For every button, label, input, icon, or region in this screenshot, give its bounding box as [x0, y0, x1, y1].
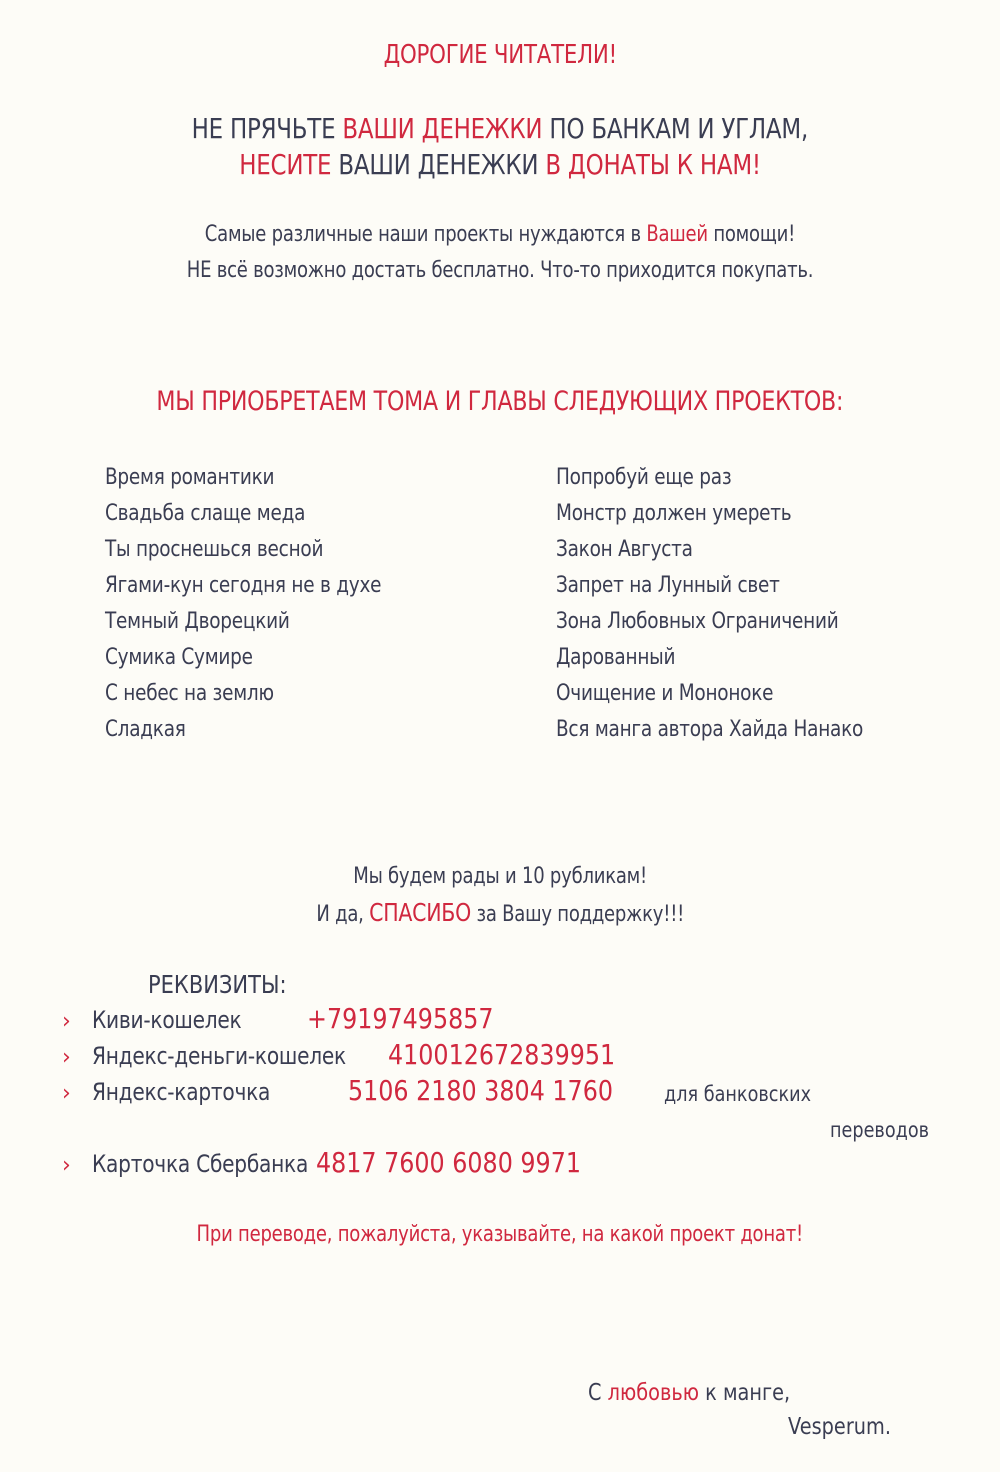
- requisite-value-sberbank[interactable]: 4817 7600 6080 9971: [316, 1146, 581, 1179]
- project-item: Ты проснешься весной: [105, 537, 324, 562]
- project-item: Очищение и Мононоке: [556, 681, 774, 706]
- project-item: Монстр должен умереть: [556, 501, 792, 526]
- projects-heading: [0, 386, 1000, 417]
- project-item: Время романтики: [105, 465, 275, 490]
- requisite-label: Киви-кошелек: [92, 1006, 242, 1034]
- requisite-row-sberbank: [62, 1150, 349, 1178]
- project-item: Запрет на Лунный свет: [556, 573, 780, 598]
- requisite-label: Яндекс-деньги-кошелек: [92, 1042, 346, 1070]
- thanks-2-part-c: за Вашу поддержку!!!: [470, 902, 684, 927]
- projects-list-right: [556, 460, 922, 748]
- requisite-label: Карточка Сбербанка: [92, 1150, 309, 1178]
- signature-1-part-a: С: [588, 1380, 608, 1406]
- projects-list-left: [105, 460, 434, 748]
- thanks-1-text: Мы будем рады и 10 рубликам!: [353, 864, 647, 889]
- project-item: Дарованный: [556, 645, 676, 670]
- thanks-line-2: [0, 898, 1000, 927]
- intro-line-2: [0, 258, 1000, 283]
- slogan-2-part-c: В ДОНАТЫ К НАМ!: [545, 148, 761, 181]
- signature-name: Vesperum.: [788, 1414, 891, 1440]
- chevron-right-icon: ›: [62, 1153, 71, 1178]
- intro-1-part-a: Самые различные наши проекты нуждаются в: [204, 222, 647, 247]
- requisite-note-1: для банковских: [664, 1082, 812, 1106]
- requisite-note-2: переводов: [830, 1118, 930, 1142]
- signature-1-part-b: любовью: [607, 1380, 700, 1406]
- reminder-text: При переводе, пожалуйста, указывайте, на какой проект донат!: [196, 1222, 804, 1247]
- slogan-line-2: [0, 148, 1000, 181]
- chevron-right-icon: ›: [62, 1009, 71, 1034]
- reminder: [0, 1222, 1000, 1247]
- project-item: Попробуй еще раз: [556, 465, 732, 490]
- thanks-line-1: [0, 864, 1000, 889]
- slogan-1-part-c: ПО БАНКАМ И УГЛАМ,: [542, 112, 809, 145]
- signature-1-part-c: к манге,: [699, 1380, 791, 1406]
- greeting-text: ДОРОГИЕ ЧИТАТЕЛИ!: [383, 40, 617, 70]
- requisite-value-qiwi[interactable]: +79197495857: [307, 1002, 494, 1035]
- project-item: Ягами-кун сегодня не в духе: [105, 573, 382, 598]
- project-item: Свадьба слаще меда: [105, 501, 306, 526]
- greeting-heading: [0, 40, 1000, 70]
- intro-2-text: НЕ всё возможно достать бесплатно. Что-то приходится покупать.: [186, 258, 814, 283]
- intro-line-1: [0, 222, 1000, 247]
- project-item: Зона Любовных Ограничений: [556, 609, 839, 634]
- thanks-2-part-b: СПАСИБО: [368, 898, 471, 927]
- intro-1-part-b: Вашей: [646, 222, 708, 247]
- intro-1-part-c: помощи!: [707, 222, 796, 247]
- requisite-row-yandex-money: [62, 1042, 394, 1070]
- projects-heading-text: МЫ ПРИОБРЕТАЕМ ТОМА И ГЛАВЫ СЛЕДУЮЩИХ ПРОЕКТОВ:: [156, 386, 844, 417]
- requisites-heading: РЕКВИЗИТЫ:: [148, 970, 287, 999]
- chevron-right-icon: ›: [62, 1045, 71, 1070]
- slogan-2-part-b: ВАШИ ДЕНЕЖКИ: [331, 148, 546, 181]
- slogan-1-part-a: НЕ ПРЯЧЬТЕ: [191, 112, 343, 145]
- requisite-label: Яндекс-карточка: [92, 1078, 271, 1106]
- project-item: Сладкая: [105, 717, 186, 742]
- slogan-1-part-b: ВАШИ ДЕНЕЖКИ: [342, 112, 543, 145]
- project-item: Вся манга автора Хайда Нанако: [556, 717, 864, 742]
- slogan-2-part-a: НЕСИТЕ: [239, 148, 332, 181]
- project-item: Темный Дворецкий: [105, 609, 290, 634]
- requisite-row-yandex-card: [62, 1078, 304, 1106]
- thanks-2-part-a: И да,: [316, 902, 369, 927]
- requisite-value-yandex-card[interactable]: 5106 2180 3804 1760: [348, 1074, 613, 1107]
- requisite-row-qiwi: [62, 1006, 270, 1034]
- requisite-value-yandex-money[interactable]: 410012672839951: [388, 1038, 616, 1071]
- signature-line-1: [588, 1380, 790, 1406]
- slogan-line-1: [0, 112, 1000, 145]
- project-item: С небес на землю: [105, 681, 274, 706]
- project-item: Сумика Сумире: [105, 645, 253, 670]
- project-item: Закон Августа: [556, 537, 693, 562]
- chevron-right-icon: ›: [62, 1081, 71, 1106]
